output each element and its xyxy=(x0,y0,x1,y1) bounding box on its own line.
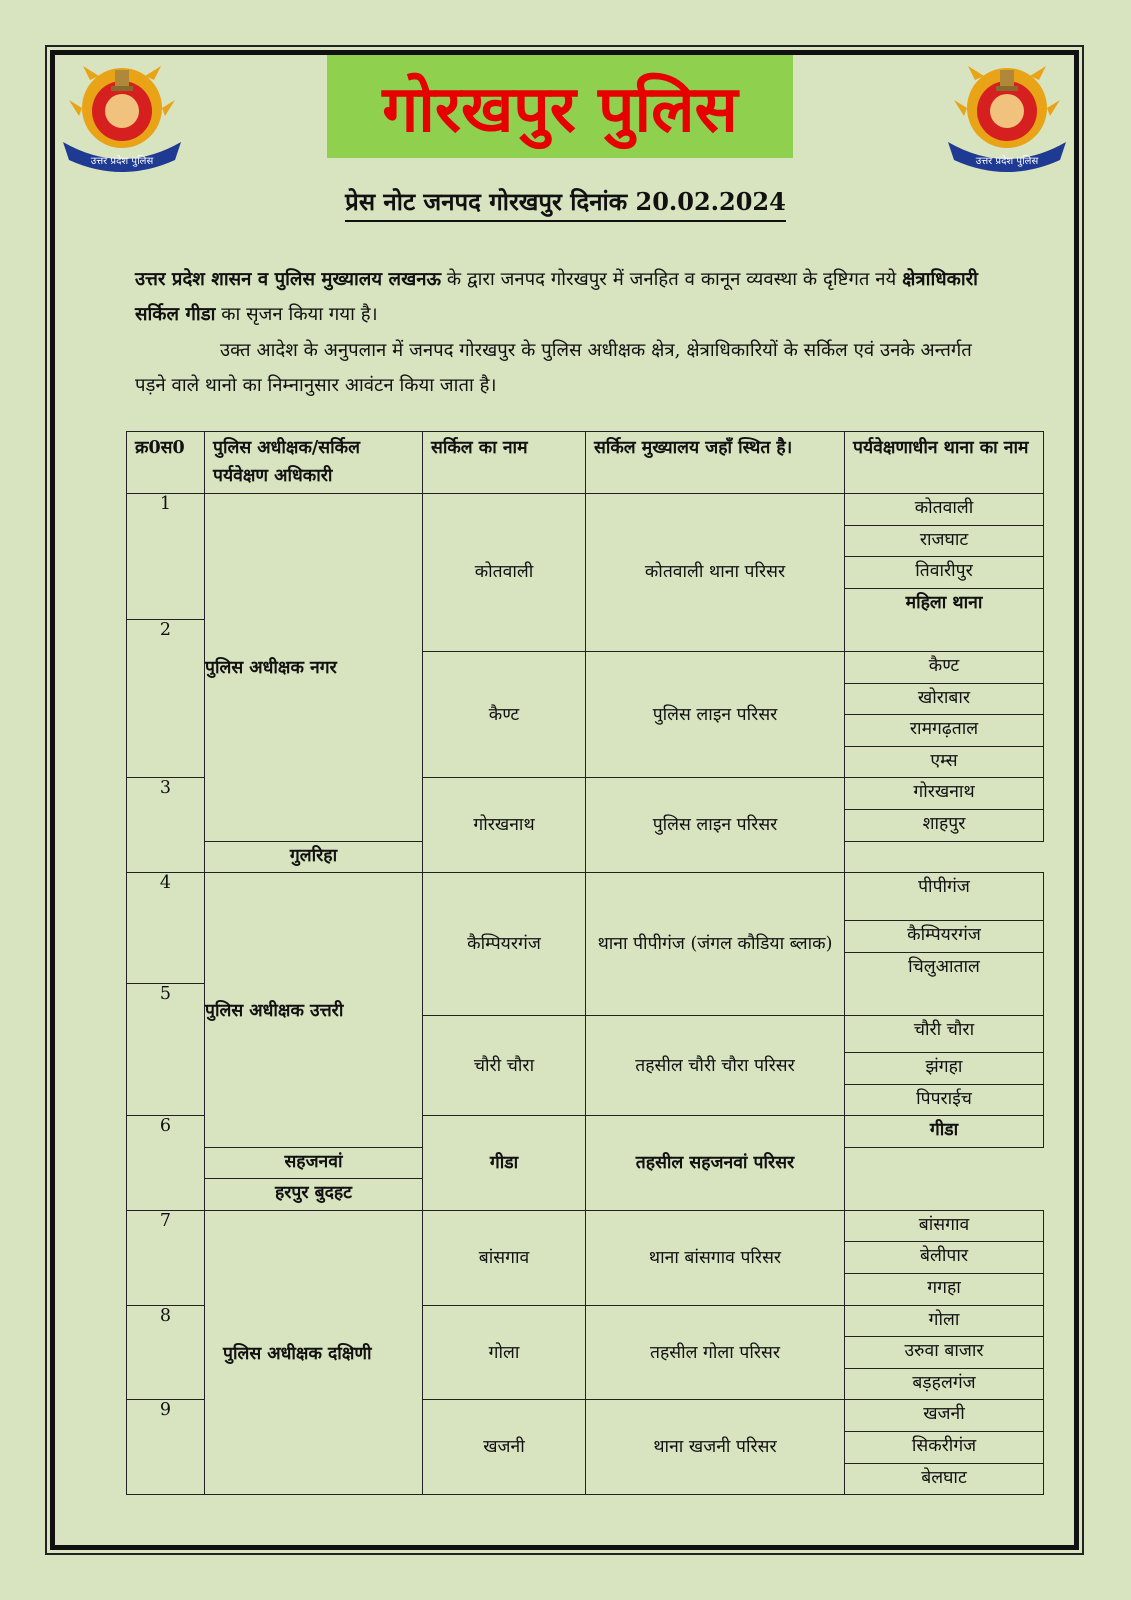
station-name: कैण्ट xyxy=(845,651,1044,683)
row-sno: 2 xyxy=(127,620,205,778)
intro-paragraph xyxy=(135,262,1005,332)
row-sno: 3 xyxy=(127,778,205,873)
circle-name: बांसगाव xyxy=(423,1210,586,1305)
circle-name: गीडा xyxy=(423,1116,586,1211)
sp-uttari: पुलिस अधीक्षक उत्तरी xyxy=(205,873,423,1148)
station-name: रामगढ़ताल xyxy=(845,715,1044,747)
circle-hq: तहसील सहजनवां परिसर xyxy=(586,1116,845,1211)
header-hq: सर्किल मुख्यालय जहाँ स्थित है। xyxy=(586,432,845,494)
circle-name: खजनी xyxy=(423,1400,586,1495)
station-name: हरपुर बुदहट xyxy=(205,1179,423,1211)
station-name: पीपीगंज xyxy=(845,873,1044,921)
station-name: महिला थाना xyxy=(845,588,1044,651)
station-name: खोराबार xyxy=(845,683,1044,715)
row-sno: 9 xyxy=(127,1400,205,1495)
header-officer: पुलिस अधीक्षक/सर्किल पर्यवेक्षण अधिकारी xyxy=(205,432,423,494)
order-paragraph: उक्त आदेश के अनुपलान में जनपद गोरखपुर के पुलिस अधीक्षक क्षेत्र, क्षेत्राधिकारियों के सर्किल एवं उनके अन्तर्गत पड़ने वाले थानो का निम्नानुसार आवंटन किया जाता है। xyxy=(135,340,972,396)
station-name: गगहा xyxy=(845,1274,1044,1306)
press-note-title: प्रेस नोट जनपद गोरखपुर दिनांक 20.02.2024 xyxy=(345,185,786,222)
station-name: कोतवाली xyxy=(845,494,1044,526)
row-sno: 4 xyxy=(127,873,205,984)
table-header-row xyxy=(127,432,1044,494)
station-name: सिकरीगंज xyxy=(845,1432,1044,1464)
station-name: चौरी चौरा xyxy=(845,1015,1044,1052)
station-name: बेलघाट xyxy=(845,1463,1044,1495)
circle-hq: तहसील गोला परिसर xyxy=(586,1305,845,1400)
row-sno: 1 xyxy=(127,494,205,620)
row-sno: 6 xyxy=(127,1116,205,1211)
station-name: बांसगाव xyxy=(845,1210,1044,1242)
up-police-emblem-right xyxy=(940,56,1074,176)
header-circle: सर्किल का नाम xyxy=(423,432,586,494)
station-name: बड़हलगंज xyxy=(845,1368,1044,1400)
table-row xyxy=(127,494,1044,526)
station-name: राजघाट xyxy=(845,525,1044,557)
emblem-ribbon-text: उत्तर प्रदेश पुलिस xyxy=(90,156,154,167)
circle-hq: पुलिस लाइन परिसर xyxy=(586,651,845,777)
row-sno: 7 xyxy=(127,1210,205,1305)
station-name: गुलरिहा xyxy=(205,841,423,873)
intro-text-2: का सृजन किया गया है। xyxy=(215,304,378,325)
header-sno: क्र0स0 xyxy=(127,432,205,494)
circle-name: कैम्पियरगंज xyxy=(423,873,586,1016)
row-sno: 8 xyxy=(127,1305,205,1400)
intro-text-1: के द्वारा जनपद गोरखपुर में जनहित व कानून व्यवस्था के दृष्टिगत नये xyxy=(441,269,903,290)
emblem-ribbon-text: उत्तर प्रदेश पुलिस xyxy=(975,156,1039,167)
circle-hq: तहसील चौरी चौरा परिसर xyxy=(586,1015,845,1115)
station-name: गोरखनाथ xyxy=(845,778,1044,810)
circle-hq: थाना पीपीगंज (जंगल कौडिया ब्लाक) xyxy=(586,873,845,1016)
sp-nagar: पुलिस अधीक्षक नगर xyxy=(205,494,423,842)
circle-name: गोरखनाथ xyxy=(423,778,586,873)
allotment-table xyxy=(126,431,1044,1495)
intro-bold-circle: क्षेत्राधिकारी सर्किल गीडा xyxy=(135,269,978,325)
station-name: गोला xyxy=(845,1305,1044,1337)
station-name: झंगहा xyxy=(845,1052,1044,1084)
station-name: एम्स xyxy=(845,746,1044,778)
circle-name: कोतवाली xyxy=(423,494,586,652)
table-row xyxy=(127,873,1044,921)
up-police-emblem-left xyxy=(55,56,189,176)
station-name: उरुवा बाजार xyxy=(845,1337,1044,1369)
header-stations: पर्यवेक्षणाधीन थाना का नाम xyxy=(845,432,1044,494)
station-name: चिलुआताल xyxy=(845,952,1044,1015)
page-title: गोरखपुर पुलिस xyxy=(382,72,738,147)
station-name: शाहपुर xyxy=(845,809,1044,841)
circle-hq: थाना बांसगाव परिसर xyxy=(586,1210,845,1305)
circle-name: गोला xyxy=(423,1305,586,1400)
station-name: खजनी xyxy=(845,1400,1044,1432)
circle-hq: कोतवाली थाना परिसर xyxy=(586,494,845,652)
circle-hq: पुलिस लाइन परिसर xyxy=(586,778,845,873)
station-name: पिपराईच xyxy=(845,1084,1044,1116)
station-name: सहजनवां xyxy=(205,1147,423,1179)
station-name: गीडा xyxy=(845,1116,1044,1148)
title-banner xyxy=(327,55,793,158)
press-note-heading xyxy=(0,185,1131,222)
station-name: कैम्पियरगंज xyxy=(845,921,1044,953)
sp-dakshini: पुलिस अधीक्षक दक्षिणी xyxy=(205,1210,423,1494)
table-row xyxy=(127,1210,1044,1242)
intro-bold-authority: उत्तर प्रदेश शासन व पुलिस मुख्यालय लखनऊ xyxy=(135,269,441,290)
circle-name: चौरी चौरा xyxy=(423,1015,586,1115)
station-name: बेलीपार xyxy=(845,1242,1044,1274)
circle-hq: थाना खजनी परिसर xyxy=(586,1400,845,1495)
row-sno: 5 xyxy=(127,984,205,1116)
station-name: तिवारीपुर xyxy=(845,557,1044,589)
circle-name: कैण्ट xyxy=(423,651,586,777)
